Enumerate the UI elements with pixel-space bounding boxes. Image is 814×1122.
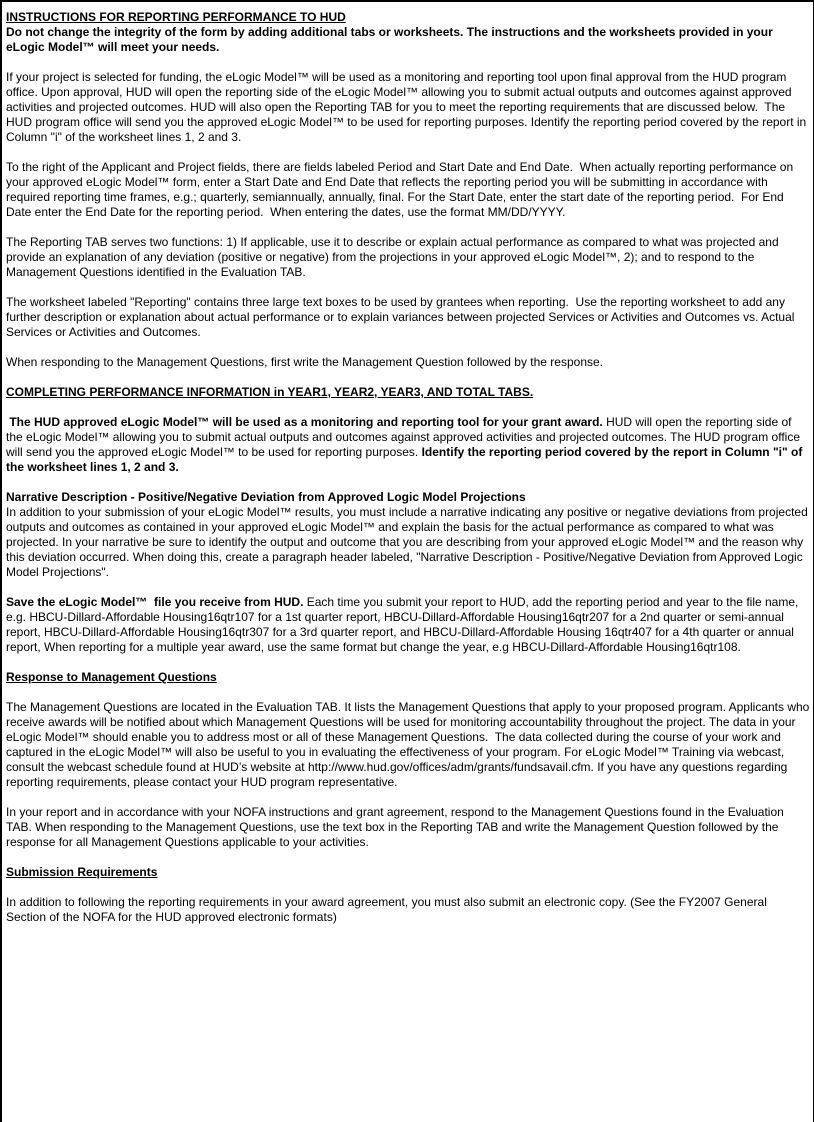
paragraph-in-your-report <box>6 805 810 850</box>
paragraph-text: Save the eLogic Model™ file you receive from HUD. <box>6 595 307 609</box>
paragraph-text: HUD will open the reporting side of the eLogic Model™ allowing you to submit actual outputs and outcomes against approved activities and projected outcomes. The HUD program office will send you the approved eLogic Model™ to be used for reporting purposes. <box>6 415 804 459</box>
paragraph-period-start-end-date <box>6 160 810 220</box>
document-body <box>2 2 813 925</box>
paragraph-text: In addition to your submission of your eLogic Model™ results, you must include a narrative indicating any positive or negative deviations from projected outputs and outcomes as contained in your approved eLogic Model™ and explain the basis for the actual performance as compared to what was projected. In your narrative be sure to identify the output and outcome that you are describing from your approved eLogic Model™ and the reason why this deviation occurred. When doing this, create a paragraph header labeled, "Narrative Description - Positive/Negative Deviation from Approved Logic Model Projections". <box>6 505 812 579</box>
paragraph-text: The worksheet labeled "Reporting" contains three large text boxes to be used by grantees when reporting. Use the reporting worksheet to add any further description or explanation about actual performance or to explain variances between projected Services or Activities and Outcomes vs. Actual Services or Activities and Outcomes. <box>6 295 798 339</box>
paragraph-text: Identify the reporting period covered by the report in Column "i" of the worksheet lines 1, 2 and 3. <box>6 445 806 474</box>
paragraph-text: In addition to following the reporting requirements in your award agreement, you must also submit an electronic copy. (See the FY2007 General Section of the NOFA for the HUD approved electronic formats) <box>6 895 771 924</box>
heading-text: COMPLETING PERFORMANCE INFORMATION in YEAR1, YEAR2, YEAR3, AND TOTAL TABS. <box>6 385 534 399</box>
paragraph-management-questions-located <box>6 700 813 790</box>
paragraph-text: The HUD approved eLogic Model™ will be used as a monitoring and reporting tool for your grant award. <box>6 415 607 429</box>
paragraph-save-elogic-model <box>6 595 810 655</box>
heading-text: Submission Requirements <box>6 865 158 879</box>
heading-narrative-description <box>6 490 810 505</box>
paragraph-text: If your project is selected for funding, the eLogic Model™ will be used as a monitoring and reporting tool upon final approval from the HUD program office. Upon approval, HUD will open the reporting side of the eLogic Model™ allowing you to submit actual outputs and outcomes against approved activities and projected outcomes. HUD will also open the Reporting TAB for you to meet the reporting requirements that are discussed below. The HUD program office will send you the approved eLogic Model™ to be used for reporting purposes. Identify the reporting period covered by the report in Column "i" of the worksheet lines 1, 2 and 3. <box>6 70 810 144</box>
paragraph-hud-approved-model <box>6 415 810 475</box>
paragraph-reporting-tab-functions <box>6 235 810 280</box>
paragraph-when-responding <box>6 355 810 370</box>
paragraph-text: The Management Questions are located in the Evaluation TAB. It lists the Management Questions that apply to your proposed program. Applicants who receive awards will be notified about which Management Questions will be used for monitoring accountability throughout the project. The data in your eLogic Model™ should enable you to address most or all of these Management Questions. The data collected during the course of your work and captured in the eLogic Model™ will also be useful to you in evaluating the effectiveness of your program. For eLogic Model™ Training via webcast, consult the webcast schedule found at HUD’s website at http://www.hud.gov/offices/adm/grants/fundsavail.cfm. If you have any questions regarding reporting requirements, please contact your HUD program representative. <box>6 700 813 789</box>
paragraph-text: In your report and in accordance with your NOFA instructions and grant agreement, respond to the Management Questions found in the Evaluation TAB. When responding to the Management Questions, use the text box in the Reporting TAB and write the Management Question followed by the response for all Management Questions applicable to your activities. <box>6 805 787 849</box>
paragraph-electronic-copy <box>6 895 810 925</box>
heading-completing-performance <box>6 385 810 400</box>
paragraph-reporting-worksheet <box>6 295 810 340</box>
paragraph-if-project-selected <box>6 70 810 145</box>
paragraph-text: To the right of the Applicant and Project fields, there are fields labeled Period and Start Date and End Date. When actually reporting performance on your approved eLogic Model™ form, enter a Start Date and End Date that reflects the reporting period you will be submitting in accordance with required reporting time frames, e.g.; quarterly, semiannually, annually, final. For the Start Date, enter the start date of the reporting period. For End Date enter the End Date for the reporting period. When entering the dates, use the format MM/DD/YYYY. <box>6 160 797 219</box>
paragraph-text: The Reporting TAB serves two functions: 1) If applicable, use it to describe or explain actual performance as compared to what was projected and provide an explanation of any deviation (positive or negative) from the projections in your approved eLogic Model™, 2); and to respond to the Management Questions identified in the Evaluation TAB. <box>6 235 782 279</box>
heading-response-management-questions <box>6 670 810 685</box>
paragraph-text: Each time you submit your report to HUD, add the reporting period and year to the file name, e.g. HBCU-Dillard-Affordable Housing16qtr107 for a 1st quarter report, HBCU-Dillard-Affordable Housing16qtr207 for a 2nd quarter or semi-annual report, HBCU-Dillard-Affordable Housing16qtr307 for a 3rd quarter report, and HBCU-Dillard-Affordable Housing 16qtr407 for a 4th quarter or annual report, When reporting for a multiple year award, use the same format but change the year, e.g HBCU-Dillard-Affordable Housing16qtr108. <box>6 595 802 654</box>
heading-text: Response to Management Questions <box>6 670 217 684</box>
paragraph-do-not-change <box>6 25 810 55</box>
heading-instructions <box>6 10 810 25</box>
paragraph-text: Narrative Description - Positive/Negative Deviation from Approved Logic Model Projections <box>6 490 526 504</box>
paragraph-narrative-description <box>6 505 810 580</box>
paragraph-text: When responding to the Management Questions, first write the Management Question followed by the response. <box>6 355 603 369</box>
heading-submission-requirements <box>6 865 810 880</box>
heading-text: INSTRUCTIONS FOR REPORTING PERFORMANCE TO HUD <box>6 10 346 24</box>
paragraph-text: Do not change the integrity of the form by adding additional tabs or worksheets. The instructions and the worksheets provided in your eLogic Model™ will meet your needs. <box>6 25 777 54</box>
